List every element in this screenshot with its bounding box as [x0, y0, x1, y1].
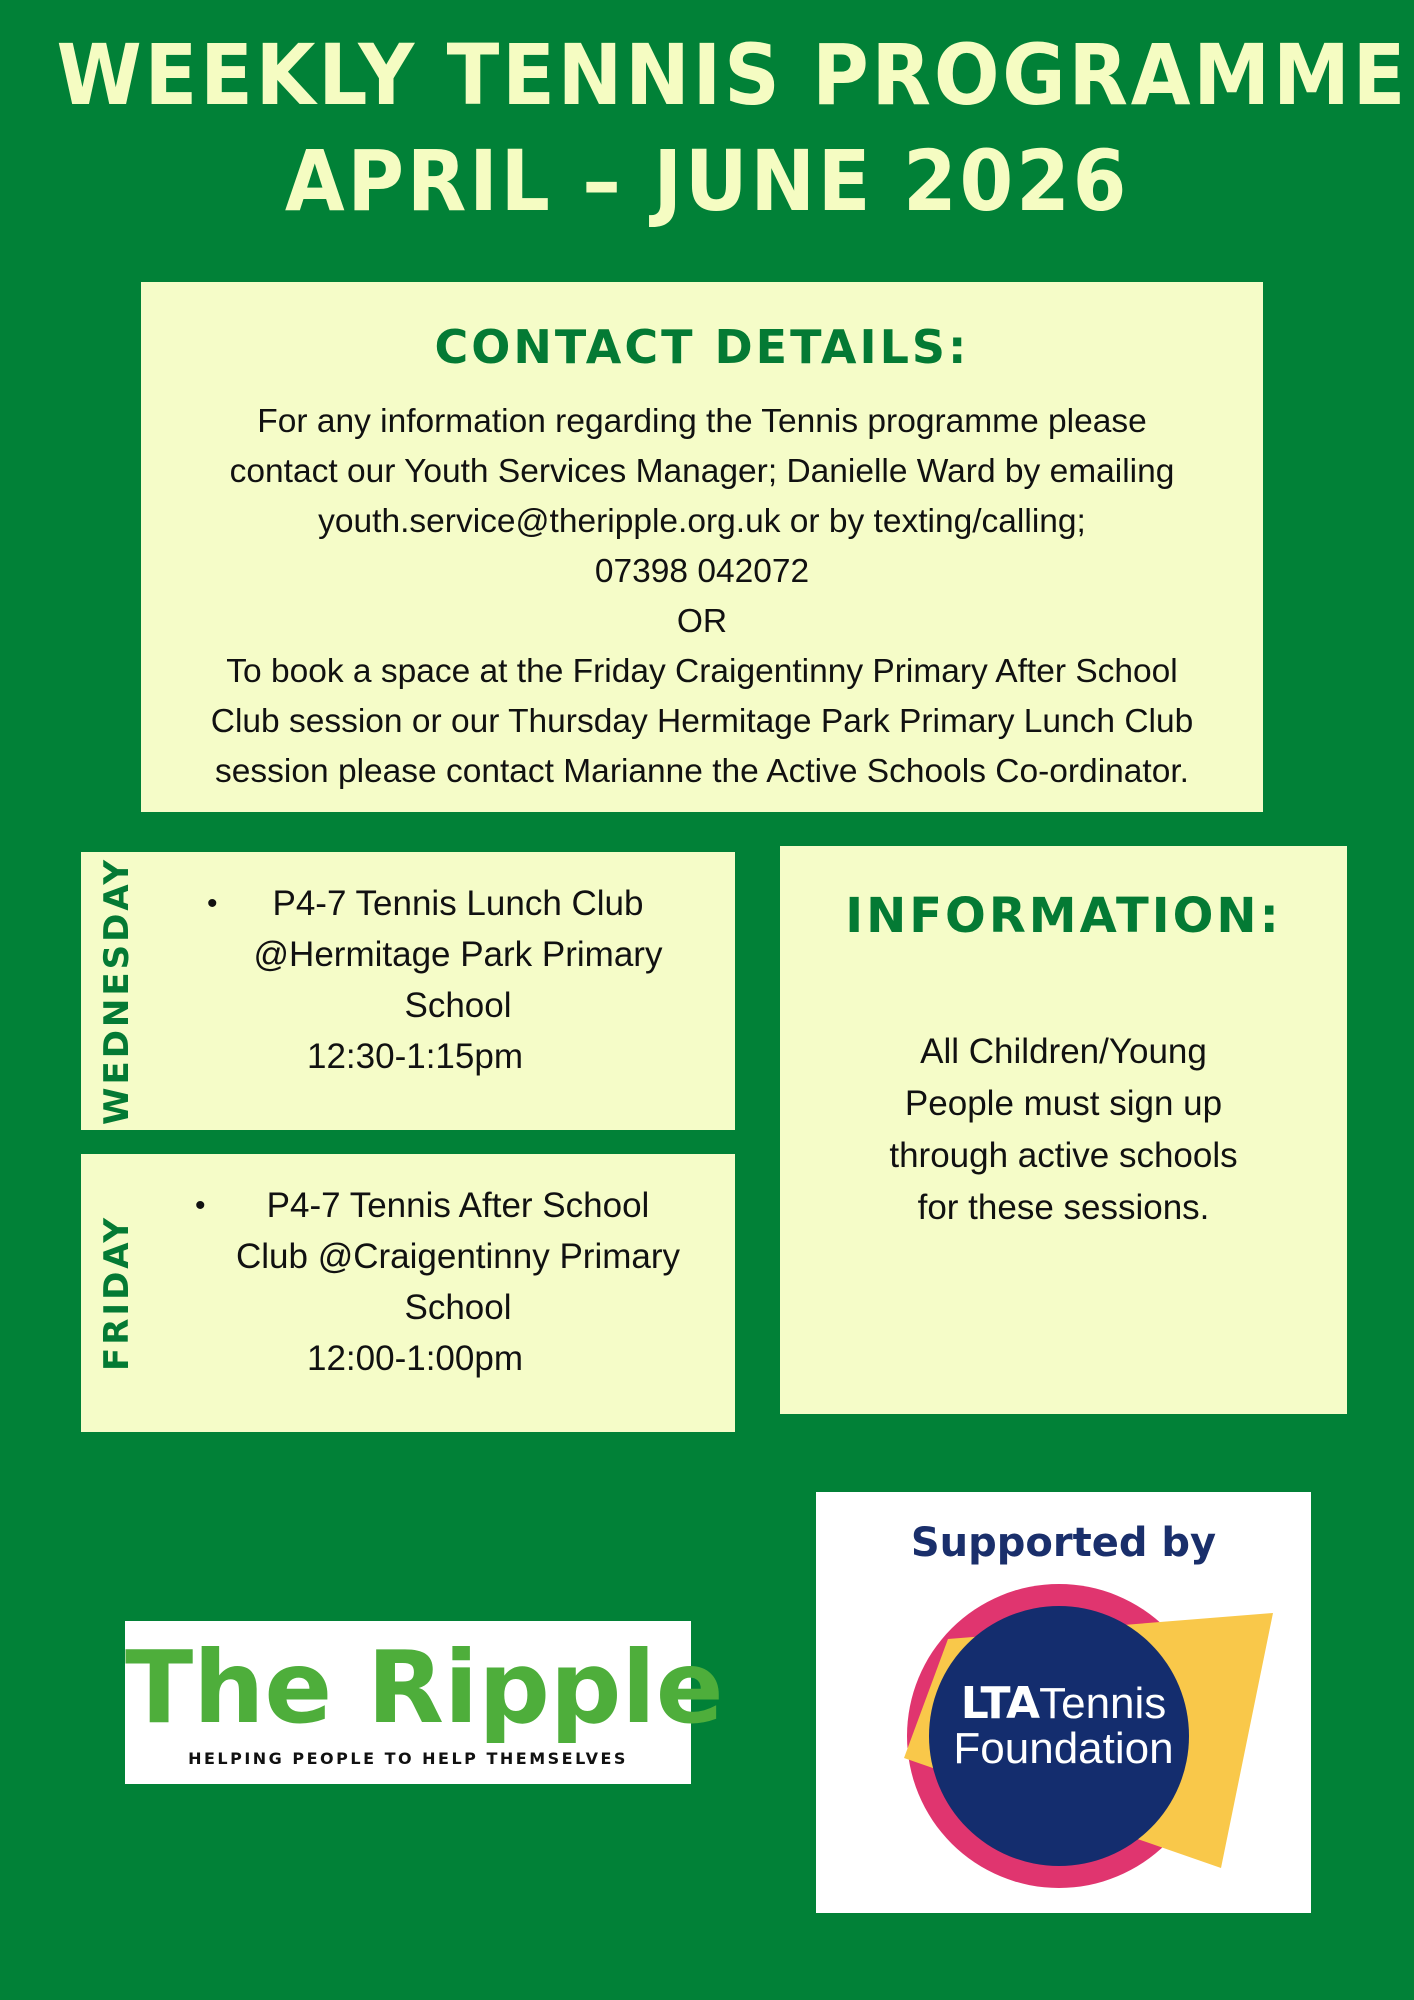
ripple-logo-name: The Ripple: [125, 1629, 724, 1746]
friday-session-card: [81, 1154, 735, 1432]
session-title: P4-7 Tennis After School: [266, 1186, 650, 1225]
lta-letters: LTA: [960, 1678, 1040, 1729]
session-venue: @Hermitage Park Primary: [253, 935, 663, 974]
info-line: through active schools: [889, 1136, 1238, 1175]
contact-email-line: youth.service@theripple.org.uk or by texting/calling;: [318, 503, 1086, 540]
lta-wordmark-line-2: Foundation: [953, 1724, 1174, 1773]
page-title: [56, 22, 1409, 234]
contact-line: To book a space at the Friday Craigentinny Primary After School: [226, 653, 1178, 690]
contact-heading: CONTACT DETAILS:: [434, 320, 970, 374]
contact-line: contact our Youth Services Manager; Danielle Ward by emailing: [229, 453, 1175, 490]
contact-text: [161, 397, 1243, 797]
session-venue-cont: School: [404, 986, 512, 1025]
session-line: [181, 1180, 735, 1231]
the-ripple-logo: [125, 1621, 724, 1784]
info-line: All Children/Young: [920, 1032, 1207, 1071]
information-heading: INFORMATION:: [845, 888, 1282, 944]
bullet-icon: •: [207, 887, 218, 920]
friday-session-details: [181, 1180, 735, 1384]
contact-details-panel: [141, 282, 1263, 812]
information-text: [780, 1026, 1347, 1234]
friday-label: FRIDAY: [97, 1215, 137, 1371]
session-time: 12:00-1:00pm: [307, 1339, 523, 1378]
ripple-logo-tagline: HELPING PEOPLE TO HELP THEMSELVES: [188, 1749, 628, 1768]
title-line-2: APRIL – JUNE 2026: [284, 132, 1130, 230]
wednesday-session-details: [181, 878, 735, 1082]
contact-line: Club session or our Thursday Hermitage Park Primary Lunch Club: [210, 703, 1194, 740]
session-line: [181, 878, 735, 929]
lta-wordmark-line-1: [816, 1678, 1311, 1729]
wednesday-session-card: [81, 852, 735, 1130]
session-venue-cont: School: [404, 1288, 512, 1327]
lta-tennis-foundation-card: [816, 1492, 1311, 1913]
title-line-1: WEEKLY TENNIS PROGRAMME: [56, 26, 1409, 124]
information-panel: [780, 846, 1347, 1414]
supported-by-text: Supported by: [910, 1520, 1217, 1566]
session-time: 12:30-1:15pm: [307, 1037, 523, 1076]
contact-phone: 07398 042072: [594, 553, 810, 590]
session-title: P4-7 Tennis Lunch Club: [272, 884, 644, 923]
info-line: for these sessions.: [917, 1188, 1210, 1227]
info-line: People must sign up: [904, 1084, 1223, 1123]
contact-line: For any information regarding the Tennis programme please: [257, 403, 1147, 440]
contact-or: OR: [676, 603, 728, 640]
lta-tennis-word: Tennis: [1039, 1679, 1167, 1728]
session-venue: Club @Craigentinny Primary: [235, 1237, 680, 1276]
wednesday-label: WEDNESDAY: [97, 856, 137, 1126]
bullet-icon: •: [195, 1189, 206, 1222]
contact-line: session please contact Marianne the Active Schools Co-ordinator.: [215, 753, 1189, 790]
